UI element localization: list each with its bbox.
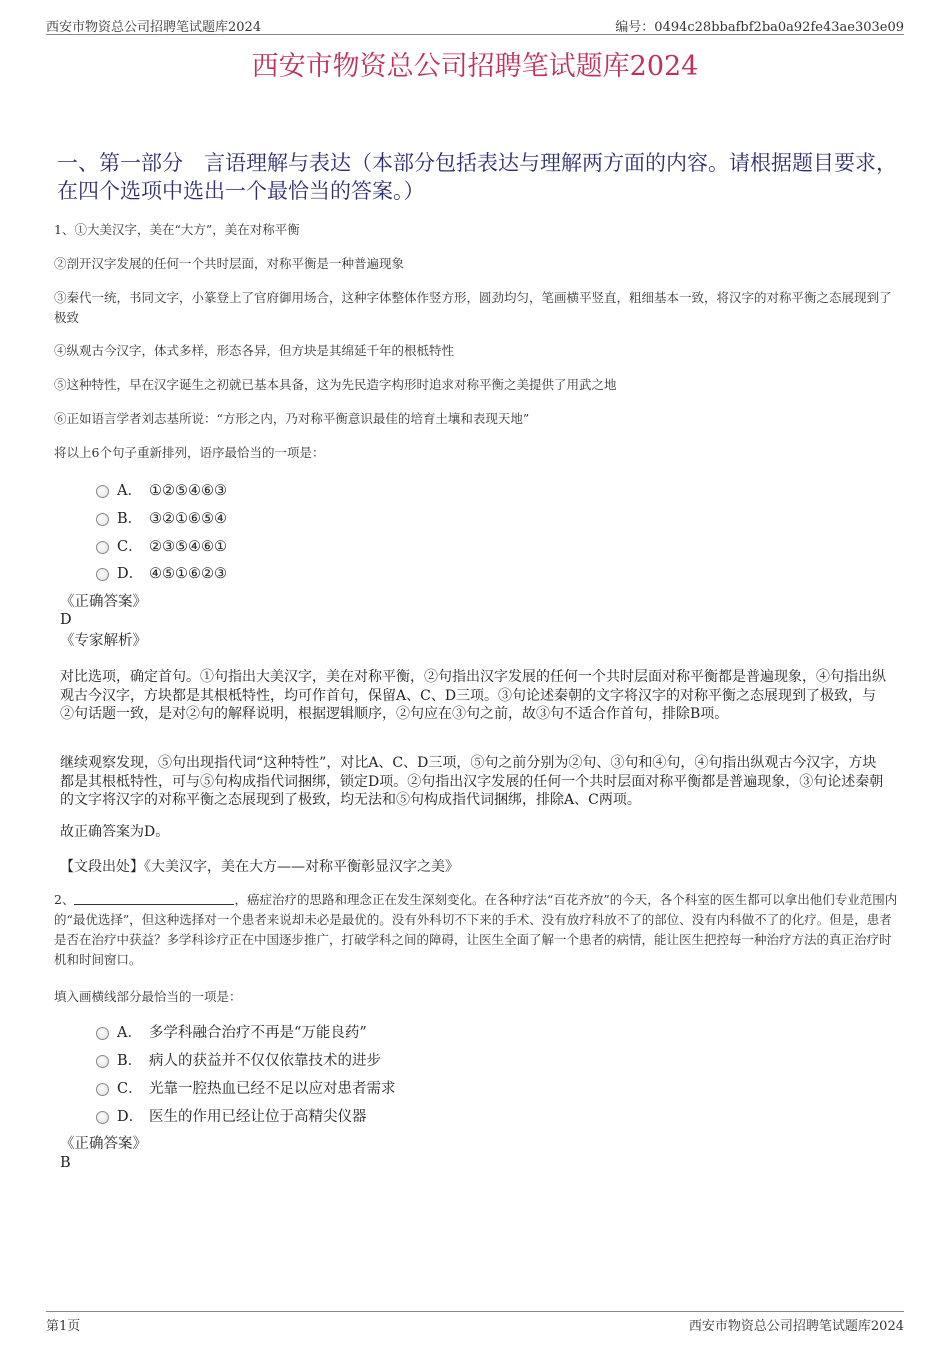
q2-option-a[interactable]: A． 多学科融合治疗不再是“万能良药” — [96, 1021, 367, 1042]
page-footer — [46, 1311, 904, 1334]
radio-icon[interactable] — [96, 568, 109, 581]
q1-sentence-1: 1、①大美汉字，美在“大方”，美在对称平衡 — [54, 222, 300, 237]
q2-option-d[interactable]: D． 医生的作用已经让位于高精尖仪器 — [96, 1105, 367, 1126]
q2-answer: B — [60, 1155, 71, 1171]
q2-text: ，癌症治疗的思路和理念正在发生深刻变化。在各种疗法“百花齐放”的今天，各个科室的医生都可以拿出他们专业范围内的“最优选择”，但这种选择对一个患者来说却未必是最优的。没有外科切不下来的手术、没有放疗科放不了的部位、没有内科做不了的化疗。但是，患者是否在治疗中获益？多学科诊疗正在中国逐步推广，打破学科之间的障碍，让医生全面了解一个患者的病情，能让医生把控每一种治疗方法的真正治疗时机和时间窗口。 — [54, 892, 898, 967]
q1-prompt: 将以上6个句子重新排列，语序最恰当的一项是： — [54, 445, 325, 460]
q1-analysis-paragraph-1: 对比选项，确定首句。①句指出大美汉字，美在对称平衡，②句指出汉字发展的任何一个共时层面对称平衡都是普遍现象，④句指出纵观古今汉字，方块都是其根柢特性，均可作首句，保留A、C、D三项。③句论述秦朝的文字将汉字的对称平衡之态展现到了极致，与②句话题一致，是对②句的解释说明，根据逻辑顺序，②句应在③句之前，故③句不适合作首句，排除B项。 — [60, 669, 886, 722]
q1-sentence-4: ④纵观古今汉字，体式多样，形态各异，但方块是其绵延千年的根柢特性 — [54, 343, 455, 358]
radio-icon[interactable] — [96, 1083, 109, 1096]
q1-sentence-6: ⑥正如语言学者刘志基所说：“方形之内，乃对称平衡意识最佳的培育土壤和表现天地” — [54, 411, 530, 426]
radio-icon[interactable] — [96, 1111, 109, 1124]
q2-blank — [74, 892, 234, 905]
q1-answer-label: 《正确答案》 — [60, 594, 147, 610]
q2-answer-label: 《正确答案》 — [60, 1136, 147, 1152]
q2-option-c[interactable]: C． 光靠一腔热血已经不足以应对患者需求 — [96, 1077, 396, 1098]
radio-icon[interactable] — [96, 541, 109, 554]
q1-analysis-paragraph-2: 继续观察发现，⑤句出现指代词“这种特性”，对比A、C、D三项，⑤句之前分别为②句、③句和④句，④句指出纵观古今汉字，方块都是其根柢特性，可与⑤句构成指代词捆绑，锁定D项。②句指出汉字发展的任何一个共时层面对称平衡都是普遍现象，③句论述秦朝的文字将汉字的对称平衡之态展现到了极致，均无法和⑤句构成指代词捆绑，排除A、C两项。 — [60, 755, 884, 808]
q2-number: 2、 — [54, 892, 75, 907]
footer-page-number: 第1页 — [46, 1319, 81, 1334]
radio-icon[interactable] — [96, 1027, 109, 1040]
q2-stem — [54, 890, 902, 970]
q1-analysis-label: 《专家解析》 — [60, 633, 147, 649]
q1-sentence-3: ③秦代一统，书同文字，小篆登上了官府御用场合，这种字体整体作竖方形，圆劲均匀，笔画横平竖直，粗细基本一致，将汉字的对称平衡之态展现到了极致 — [54, 290, 892, 325]
q1-answer: D — [60, 612, 72, 628]
header-doc-id: 编号：0494c28bbafbf2ba0a92fe43ae303e09 — [615, 20, 904, 35]
section-heading: 一、第一部分 言语理解与表达（本部分包括表达与理解两方面的内容。请根据题目要求，在四个选项中选出一个最恰当的答案。） — [57, 151, 897, 203]
q1-option-d[interactable]: D． ④⑤①⑥②③ — [96, 562, 227, 583]
page-title: 西安市物资总公司招聘笔试题库2024 — [251, 51, 699, 82]
radio-icon[interactable] — [96, 485, 109, 498]
q1-option-c[interactable]: C． ②③⑤④⑥① — [96, 535, 227, 556]
radio-icon[interactable] — [96, 1055, 109, 1068]
q1-option-a[interactable]: A． ①②⑤④⑥③ — [96, 479, 227, 500]
footer-doc-title: 西安市物资总公司招聘笔试题库2024 — [688, 1319, 904, 1334]
page-header — [46, 14, 904, 35]
q1-sentence-2: ②剖开汉字发展的任何一个共时层面，对称平衡是一种普遍现象 — [54, 256, 405, 271]
q1-sentence-5: ⑤这种特性，早在汉字诞生之初就已基本具备，这为先民造字构形时追求对称平衡之美提供了用武之地 — [54, 377, 617, 392]
q2-prompt: 填入画横线部分最恰当的一项是： — [54, 989, 242, 1004]
q1-source: 【文段出处】《大美汉字，美在大方——对称平衡彰显汉字之美》 — [60, 859, 459, 875]
radio-icon[interactable] — [96, 513, 109, 526]
q1-analysis-conclusion: 故正确答案为D。 — [60, 824, 170, 840]
q1-option-b[interactable]: B． ③②①⑥⑤④ — [96, 507, 227, 528]
q2-option-b[interactable]: B． 病人的获益并不仅仅依靠技术的进步 — [96, 1049, 381, 1070]
header-doc-title: 西安市物资总公司招聘笔试题库2024 — [46, 20, 262, 35]
